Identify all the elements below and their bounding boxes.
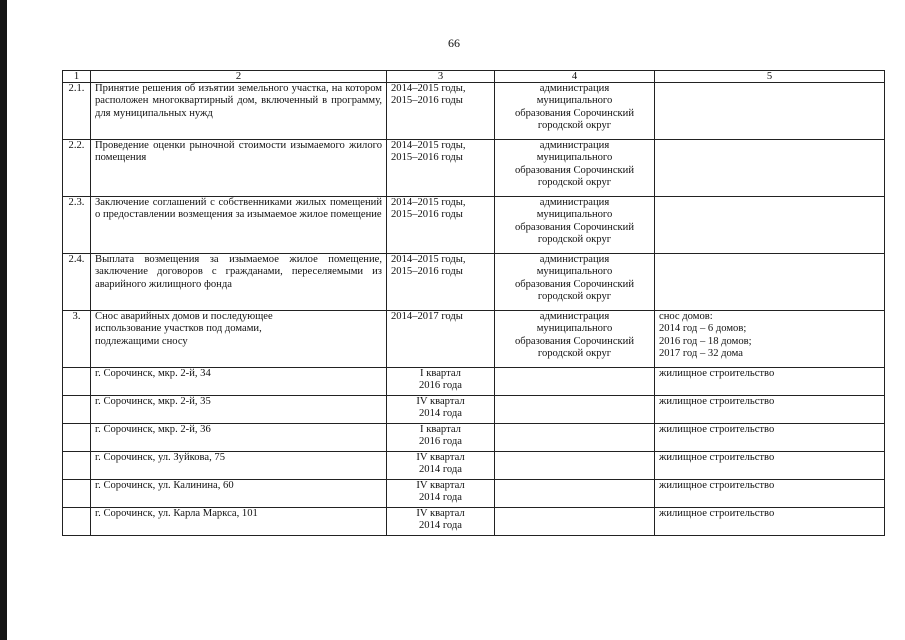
empty-cell: [63, 424, 91, 452]
description-line: Снос аварийных домов и последующее: [95, 311, 273, 322]
period-line: 2014–2015 годы,: [391, 140, 466, 151]
address-cell: г. Сорочинск, мкр. 2-й, 35: [91, 396, 387, 424]
executor-line: муниципального: [536, 266, 613, 278]
address-row: [63, 396, 885, 424]
period-line: I квартал: [420, 424, 461, 435]
row-number: 2.2.: [63, 140, 91, 197]
row-number: 3.: [63, 311, 91, 368]
address-row: [63, 452, 885, 480]
empty-cell: [63, 368, 91, 396]
period-line: 2015–2016 годы: [391, 152, 463, 164]
period-line: 2014–2015 годы,: [391, 197, 466, 208]
result-cell: [655, 197, 885, 254]
address-cell: г. Сорочинск, мкр. 2-й, 36: [91, 424, 387, 452]
executor-line: администрация: [539, 197, 610, 208]
address-row: [63, 368, 885, 396]
result-line: 2014 год – 6 домов;: [659, 323, 747, 335]
result-line: снос домов:: [659, 311, 713, 322]
row-description: Проведение оценки рыночной стоимости изымаемого жилого помещения: [91, 140, 387, 197]
executor-line: образования Сорочинский: [514, 278, 635, 290]
period-line: 2014 года: [418, 464, 462, 476]
description-line: использование участков под домами,: [95, 323, 262, 335]
period-cell: [387, 140, 495, 197]
executor-line: муниципального: [536, 323, 613, 335]
period-line: 2014–2015 годы,: [391, 83, 466, 94]
result-line: 2016 год – 18 домов;: [659, 335, 752, 347]
address-row: [63, 508, 885, 536]
table-row: [63, 254, 885, 311]
period-cell: [387, 508, 495, 536]
page-number: 66: [448, 36, 460, 50]
result-cell: жилищное строительство: [655, 508, 885, 536]
table-row: [63, 83, 885, 140]
empty-cell: [495, 480, 655, 508]
result-line: 2017 год – 32 дома: [659, 348, 743, 360]
empty-cell: [63, 508, 91, 536]
table-row: [63, 311, 885, 368]
period-line: 2014–2015 годы,: [391, 254, 466, 265]
executor-cell: [495, 311, 655, 368]
executor-line: муниципального: [536, 209, 613, 221]
table-row: [63, 197, 885, 254]
result-cell: [655, 311, 885, 368]
address-row: [63, 424, 885, 452]
executor-line: муниципального: [536, 95, 613, 107]
executor-cell: [495, 83, 655, 140]
period-line: 2016 года: [418, 380, 462, 392]
empty-cell: [63, 396, 91, 424]
empty-cell: [63, 480, 91, 508]
period-line: IV квартал: [416, 452, 465, 463]
period-cell: [387, 197, 495, 254]
header-row: [63, 71, 885, 83]
executor-line: муниципального: [536, 152, 613, 164]
period-line: I квартал: [420, 368, 461, 379]
period-line: 2015–2016 годы: [391, 209, 463, 221]
period-line: 2014 года: [418, 492, 462, 504]
empty-cell: [495, 452, 655, 480]
period-cell: [387, 480, 495, 508]
period-cell: [387, 452, 495, 480]
address-row: [63, 480, 885, 508]
period-cell: [387, 396, 495, 424]
executor-line: администрация: [539, 311, 610, 322]
row-number: 2.4.: [63, 254, 91, 311]
executor-line: городской округ: [537, 120, 612, 132]
row-description: Выплата возмещения за изымаемое жилое помещение, заключение договоров с гражданами, переселяемыми из аварийного жилищного фонда: [91, 254, 387, 311]
empty-cell: [495, 508, 655, 536]
executor-line: городской округ: [537, 234, 612, 246]
executor-line: городской округ: [537, 177, 612, 189]
period-line: IV квартал: [416, 396, 465, 407]
executor-line: администрация: [539, 140, 610, 151]
scan-edge: [0, 0, 7, 640]
period-cell: [387, 424, 495, 452]
period-cell: [387, 368, 495, 396]
row-description: Заключение соглашений с собственниками жилых помещений о предоставлении возмещения за изымаемое жилое помещение: [91, 197, 387, 254]
row-number: 2.3.: [63, 197, 91, 254]
result-cell: [655, 140, 885, 197]
row-number: 2.1.: [63, 83, 91, 140]
period-line: 2014 года: [418, 520, 462, 532]
result-cell: жилищное строительство: [655, 480, 885, 508]
period-cell: [387, 254, 495, 311]
period-line: 2015–2016 годы: [391, 95, 463, 107]
address-cell: г. Сорочинск, ул. Карла Маркса, 101: [91, 508, 387, 536]
address-cell: г. Сорочинск, ул. Зуйкова, 75: [91, 452, 387, 480]
row-description: Принятие решения об изъятии земельного участка, на котором расположен многоквартирный дом, включенный в программу, для муниципальных нужд: [91, 83, 387, 140]
result-cell: [655, 254, 885, 311]
period-line: 2015–2016 годы: [391, 266, 463, 278]
period-line: 2016 года: [418, 436, 462, 448]
row-description: [91, 311, 387, 368]
table-body: [63, 71, 885, 536]
executor-line: городской округ: [537, 348, 612, 360]
executor-line: администрация: [539, 83, 610, 94]
result-cell: жилищное строительство: [655, 396, 885, 424]
result-cell: жилищное строительство: [655, 424, 885, 452]
executor-line: образования Сорочинский: [514, 221, 635, 233]
column-header: 3: [387, 71, 495, 83]
program-table: [62, 70, 885, 536]
executor-cell: [495, 197, 655, 254]
executor-line: городской округ: [537, 291, 612, 303]
empty-cell: [495, 368, 655, 396]
period-line: IV квартал: [416, 480, 465, 491]
address-cell: г. Сорочинск, мкр. 2-й, 34: [91, 368, 387, 396]
period-cell: [387, 83, 495, 140]
empty-cell: [495, 424, 655, 452]
table-row: [63, 140, 885, 197]
executor-line: образования Сорочинский: [514, 107, 635, 119]
column-header: 1: [63, 71, 91, 83]
result-cell: жилищное строительство: [655, 452, 885, 480]
executor-cell: [495, 140, 655, 197]
executor-line: образования Сорочинский: [514, 164, 635, 176]
column-header: 4: [495, 71, 655, 83]
column-header: 5: [655, 71, 885, 83]
result-cell: жилищное строительство: [655, 368, 885, 396]
period-line: IV квартал: [416, 508, 465, 519]
executor-cell: [495, 254, 655, 311]
executor-line: администрация: [539, 254, 610, 265]
column-header: 2: [91, 71, 387, 83]
address-cell: г. Сорочинск, ул. Калинина, 60: [91, 480, 387, 508]
empty-cell: [63, 452, 91, 480]
period-line: 2014 года: [418, 408, 462, 420]
period-cell: 2014–2017 годы: [387, 311, 495, 368]
executor-line: образования Сорочинский: [514, 335, 635, 347]
description-line: подлежащими сносу: [95, 335, 188, 347]
empty-cell: [495, 396, 655, 424]
result-cell: [655, 83, 885, 140]
